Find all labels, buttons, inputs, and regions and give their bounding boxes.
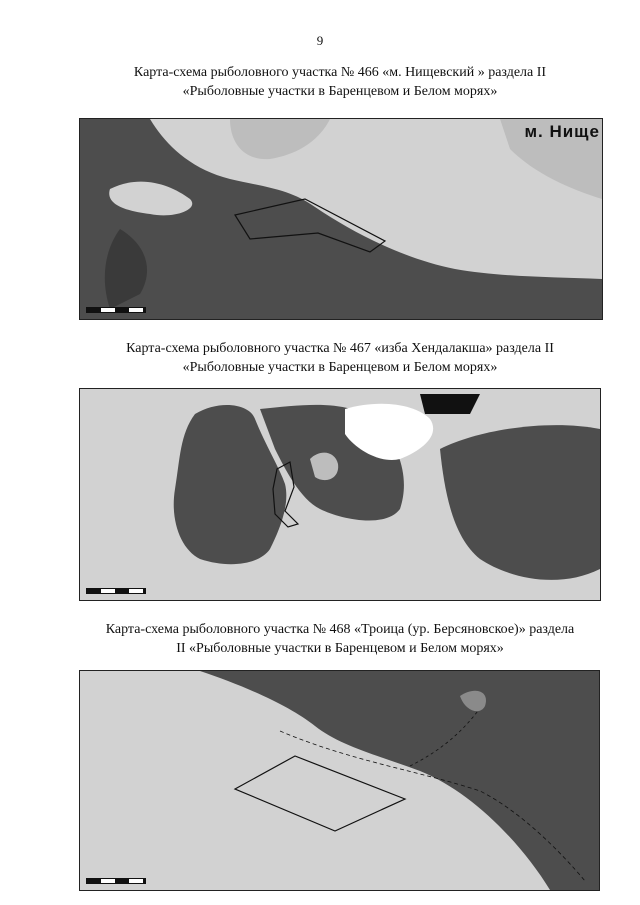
map-caption-466 [60, 63, 620, 101]
map-467-scalebar [86, 588, 146, 594]
map-468-scalebar [86, 878, 146, 884]
map-467-drawing [80, 389, 600, 600]
page-number: 9 [316, 33, 324, 48]
map-467 [79, 388, 601, 601]
map-466-scalebar [86, 307, 146, 313]
map-468-drawing [80, 671, 599, 890]
map-466 [79, 118, 603, 320]
map-468 [79, 670, 600, 891]
map-caption-466-line2: «Рыболовные участки в Баренцевом и Белом морях» [182, 84, 498, 99]
map-466-drawing [80, 119, 602, 319]
map-caption-468-line2: II «Рыболовные участки в Баренцевом и Белом морях» [176, 641, 504, 656]
map-caption-467 [60, 339, 620, 377]
map-466-label: м. Нище [524, 122, 600, 141]
map-caption-468-line1: Карта-схема рыболовного участка № 468 «Троица (ур. Берсяновское)» раздела [105, 622, 575, 637]
map-caption-468 [60, 620, 620, 658]
map-caption-467-line2: «Рыболовные участки в Баренцевом и Белом морях» [182, 360, 498, 375]
map-caption-467-line1: Карта-схема рыболовного участка № 467 «изба Хендалакша» раздела II [126, 341, 554, 356]
map-caption-466-line1: Карта-схема рыболовного участка № 466 «м. Нищевский » раздела II [133, 65, 547, 80]
